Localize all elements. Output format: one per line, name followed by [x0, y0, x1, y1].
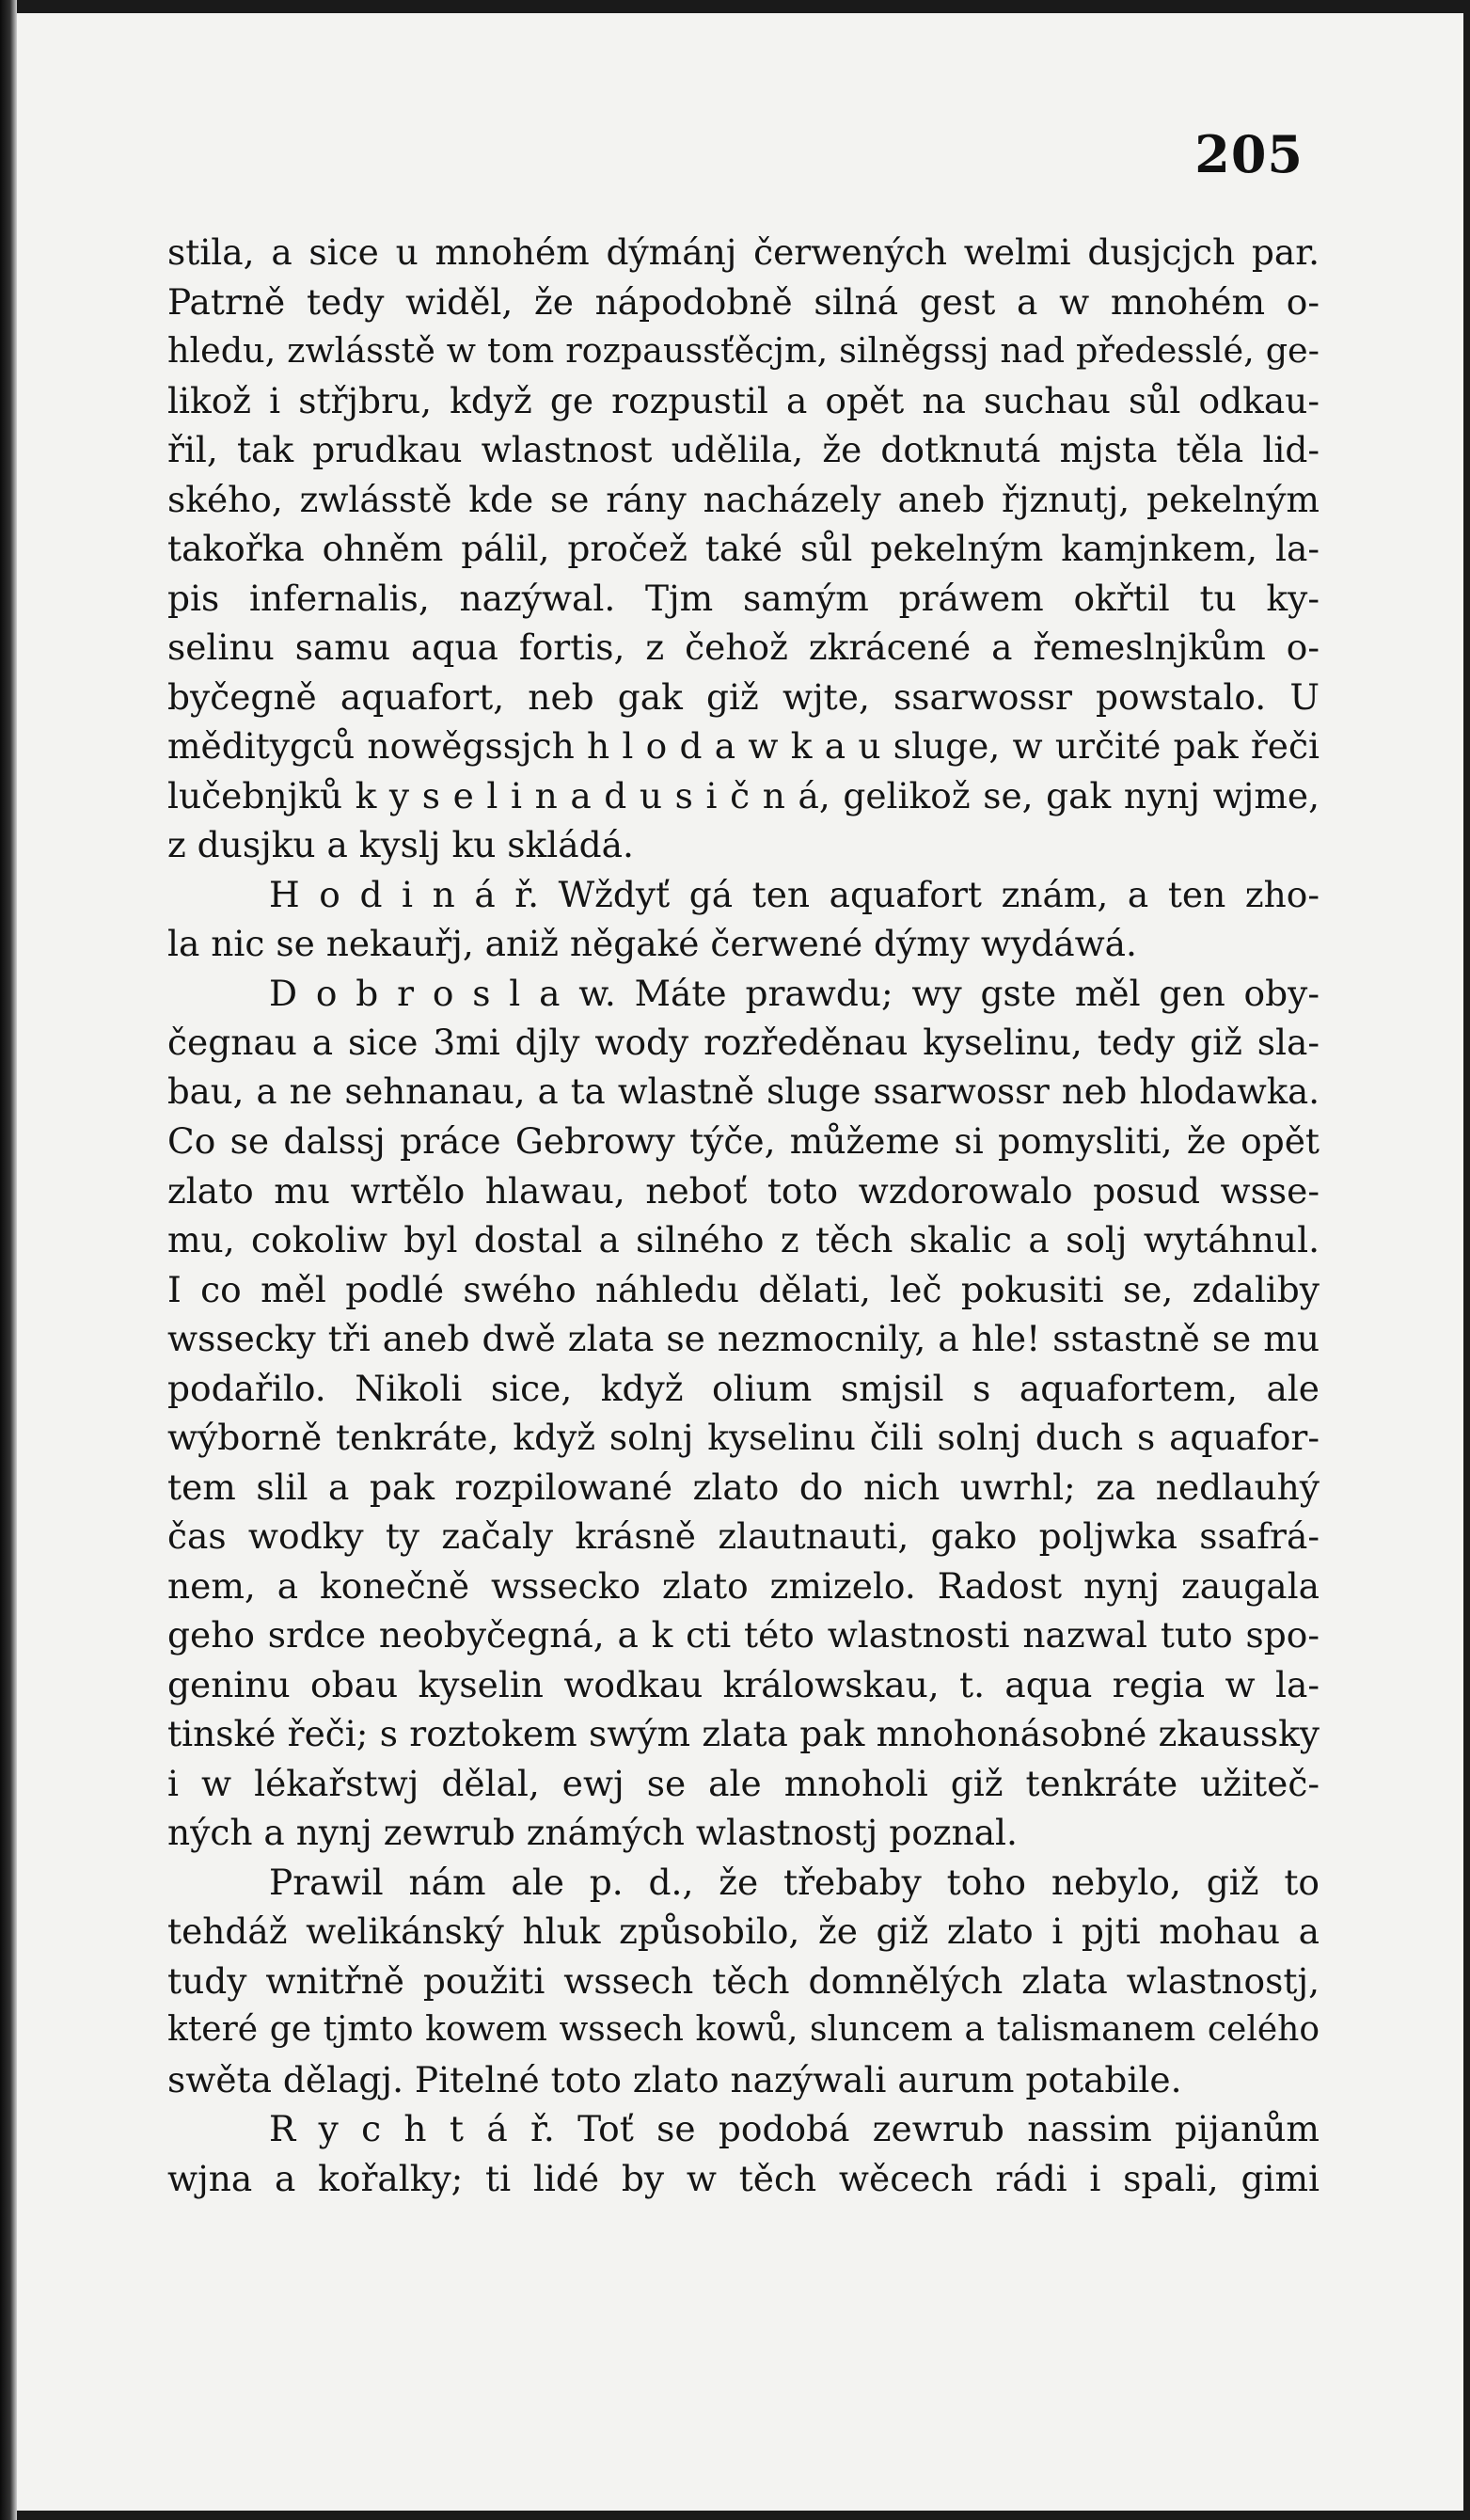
text-line: hledu, zwlásstě w tom rozpaussťěcjm, silněgssj nad předesslé, ge- [167, 330, 1320, 371]
text-line: tem slil a pak rozpilowané zlato do nich uwrhl; za nedlauhý [167, 1466, 1320, 1508]
text-line: selinu samu aqua fortis, z čehož zkrácené a řemeslnjkům o- [167, 626, 1320, 668]
text-line: podařilo. Nikoli sice, když olium smjsil s aquafortem, ale [167, 1367, 1320, 1409]
text-line: Patrně tedy widěl, že nápodobně silná gest a w mnohém o- [167, 280, 1320, 323]
text-line: lučebnjků k y s e l i n a d u s i č n á, gelikož se, gak nynj wjme, [167, 774, 1320, 816]
body-text [167, 228, 1320, 2203]
text-line: které ge tjmto kowem wssech kowů, sluncem a talismanem celého [167, 2010, 1320, 2049]
text-line: ných a nynj zewrub známých wlastnostj poznal. [167, 1812, 1018, 1853]
text-line: geho srdce neobyčegná, a k cti této wlastnosti nazwal tuto spo- [167, 1614, 1320, 1656]
text-line: tehdáž welikánský hluk způsobilo, že giž zlato i pjti mohau a [167, 1910, 1320, 1952]
text-line: pis infernalis, nazýwal. Tjm samým práwem okřtil tu ky- [167, 577, 1320, 619]
text-line: stila, a sice u mnohém dýmánj čerwených welmi dusjcjch par. [167, 231, 1320, 273]
text-line: čegnau a sice 3mi djly wody rozředěnau kyselinu, tedy giž sla- [167, 1022, 1320, 1063]
text-line: čas wodky ty začaly krásně zlautnauti, gako poljwka ssafrá- [167, 1515, 1320, 1557]
text-line: likož i střjbru, když ge rozpustil a opět na suchau sůl odkau- [167, 379, 1320, 421]
text-line: ského, zwlásstě kde se rány nacházely aneb řjznutj, pekelným [167, 478, 1320, 520]
text-line: nem, a konečně wssecko zlato zmizelo. Radost nynj zaugala [167, 1564, 1320, 1607]
text-line: geninu obau kyselin wodkau králowskau, t. aqua regia w la- [167, 1663, 1320, 1705]
text-line: swěta dělagj. Pitelné toto zlato nazýwali aurum potabile. [167, 2058, 1182, 2100]
text-line: la nic se nekauřj, aniž něgaké čerwené dýmy wydáwá. [167, 923, 1137, 964]
text-line: řil, tak prudkau wlastnost udělila, že dotknutá mjsta těla lid- [167, 429, 1320, 470]
page-left-edge-shadow [0, 0, 17, 2520]
text-line: mu, cokoliw byl dostal a silného z těch skalic a solj wytáhnul. [167, 1219, 1320, 1260]
text-line: bau, a ne sehnanau, a ta wlastně sluge ssarwossr neb hlodawka. [167, 1070, 1320, 1112]
text-line: wssecky tři aneb dwě zlata se nezmocnily, a hle! sstastně se mu [167, 1318, 1320, 1359]
text-line: z dusjku a kyslj ku skládá. [167, 824, 634, 865]
text-line: byčegně aquafort, neb gak giž wjte, ssarwossr powstalo. U [167, 675, 1320, 718]
text-line: takořka ohněm pálil, pročež také sůl pekelným kamjnkem, la- [167, 528, 1320, 569]
book-page [17, 13, 1463, 2511]
text-line: wýborně tenkráte, když solnj kyselinu čili solnj duch s aquafor- [167, 1417, 1320, 1458]
page-number: 205 [1194, 124, 1304, 184]
text-line: i w lékařstwj dělal, ewj se ale mnoholi giž tenkráte užiteč- [167, 1762, 1320, 1804]
text-line: tinské řeči; s roztokem swým zlata pak mnohonásobné zkaussky [167, 1713, 1320, 1754]
text-line: D o b r o s l a w. Máte prawdu; wy gste měl gen oby- [269, 972, 1320, 1014]
text-line: měditygců nowěgssjch h l o d a w k a u sluge, w určité pak řeči [167, 725, 1320, 767]
text-line: Prawil nám ale p. d., že třebaby toho nebylo, giž to [269, 1861, 1320, 1903]
text-line: zlato mu wrtělo hlawau, neboť toto wzdorowalo posud wsse- [167, 1169, 1320, 1212]
text-line: R y c h t á ř. Toť se podobá zewrub nassim pijanům [269, 2108, 1320, 2149]
text-line: wjna a kořalky; ti lidé by w těch wěcech rádi i spali, gimi [167, 2157, 1320, 2199]
text-line: I co měl podlé swého náhledu dělati, leč pokusiti se, zdaliby [167, 1268, 1320, 1310]
text-line: H o d i n á ř. Wždyť gá ten aquafort znám, a ten zho- [269, 873, 1320, 915]
text-line: Co se dalssj práce Gebrowy týče, můžeme si pomysliti, že opět [167, 1120, 1320, 1162]
text-line: tudy wnitřně použiti wssech těch domnělých zlata wlastnostj, [167, 1959, 1320, 2002]
